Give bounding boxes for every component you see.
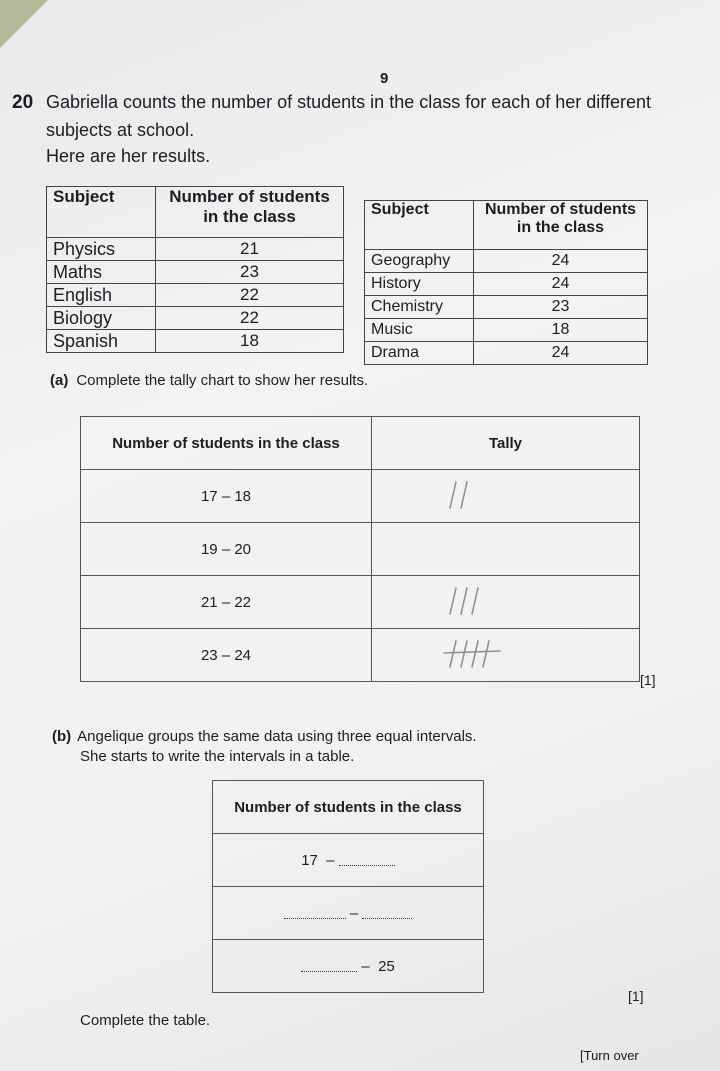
table-row <box>365 273 648 296</box>
table-row <box>47 284 344 307</box>
interval-cell: 23 – 24 <box>81 629 372 682</box>
tally-stroke <box>461 641 467 667</box>
table-row <box>365 342 648 365</box>
answer-blank[interactable] <box>284 908 346 919</box>
subject-cell: Spanish <box>47 330 156 353</box>
tally-mark <box>442 637 532 671</box>
question-text-line3: Here are her results. <box>46 146 211 166</box>
part-b-label: (b) <box>52 728 72 745</box>
table-row <box>213 834 484 887</box>
tally-mark <box>442 584 532 618</box>
part-b-line2: She starts to write the intervals in a table. <box>80 748 355 765</box>
tally-stroke <box>461 588 467 614</box>
table-row <box>365 319 648 342</box>
interval-dash: – <box>349 904 359 922</box>
subject-cell: Physics <box>47 238 156 261</box>
answer-blank[interactable] <box>362 908 412 919</box>
interval-row-3 <box>213 940 484 993</box>
tally-stroke <box>450 641 456 667</box>
interval-cell: 19 – 20 <box>81 523 372 576</box>
header-count: Number of students in the class <box>156 187 344 238</box>
interval-row-1 <box>213 834 484 887</box>
tally-stroke <box>450 482 456 508</box>
subject-table-left <box>46 186 344 353</box>
tally-stroke <box>461 482 467 508</box>
paper-corner-shadow <box>0 0 48 48</box>
table-row <box>47 307 344 330</box>
count-cell: 21 <box>156 238 344 261</box>
marks-part-a: [1] <box>640 672 656 688</box>
interval-dash: – <box>361 957 370 975</box>
instruction-text: Complete the table. <box>80 1012 211 1029</box>
table-row <box>47 261 344 284</box>
interval-cell: 21 – 22 <box>81 576 372 629</box>
tally-cell[interactable] <box>372 523 640 576</box>
interval-cell: 17 – 18 <box>81 470 372 523</box>
page-number: 9 <box>380 70 389 87</box>
subject-cell: Biology <box>47 307 156 330</box>
count-cell: 24 <box>474 250 648 273</box>
header-number-of-students: Number of students in the class <box>81 417 372 470</box>
part-a-prompt <box>50 372 368 389</box>
count-cell: 24 <box>474 342 648 365</box>
tally-cell[interactable] <box>372 576 640 629</box>
table-header-row <box>365 201 648 250</box>
count-cell: 18 <box>156 330 344 353</box>
part-a-text: Complete the tally chart to show her results. <box>76 372 369 389</box>
table-header-row <box>81 417 640 470</box>
table-row <box>81 629 640 682</box>
table-row <box>81 470 640 523</box>
count-cell: 22 <box>156 284 344 307</box>
header-number-of-students: Number of students in the class <box>213 781 484 834</box>
table-row <box>47 238 344 261</box>
marks-part-b: [1] <box>628 988 644 1004</box>
table-row <box>213 940 484 993</box>
subject-table-right <box>364 200 648 365</box>
count-cell: 24 <box>474 273 648 296</box>
table-row <box>365 250 648 273</box>
tally-stroke <box>450 588 456 614</box>
tally-cell[interactable] <box>372 470 640 523</box>
subject-cell: Drama <box>365 342 474 365</box>
tally-stroke <box>483 641 489 667</box>
table-row <box>213 887 484 940</box>
tally-stroke <box>472 588 478 614</box>
count-cell: 22 <box>156 307 344 330</box>
part-a-label: (a) <box>50 372 69 389</box>
header-count: Number of students in the class <box>474 201 648 250</box>
question-number: 20 <box>12 92 34 113</box>
tally-chart <box>80 416 640 682</box>
subject-cell: Music <box>365 319 474 342</box>
answer-blank[interactable] <box>339 855 395 866</box>
header-subject: Subject <box>47 187 156 238</box>
part-b-prompt <box>52 728 477 745</box>
tally-mark <box>442 531 532 565</box>
tally-cross-stroke <box>444 651 500 653</box>
subject-cell: English <box>47 284 156 307</box>
interval-table <box>212 780 484 993</box>
subject-cell: Maths <box>47 261 156 284</box>
table-row <box>365 296 648 319</box>
interval-start: 17 <box>301 851 318 869</box>
turn-over-label: [Turn over <box>580 1048 639 1063</box>
part-b-line1: Angelique groups the same data using three equal intervals. <box>77 728 477 745</box>
interval-row-2 <box>213 887 484 940</box>
tally-cell[interactable] <box>372 629 640 682</box>
table-row <box>47 330 344 353</box>
tally-stroke <box>472 641 478 667</box>
count-cell: 23 <box>474 296 648 319</box>
table-row <box>81 523 640 576</box>
answer-blank[interactable] <box>301 961 357 972</box>
subject-cell: History <box>365 273 474 296</box>
table-header-row <box>47 187 344 238</box>
table-header-row <box>213 781 484 834</box>
header-subject: Subject <box>365 201 474 250</box>
table-row <box>81 576 640 629</box>
tally-mark <box>442 478 532 512</box>
question-text-line2: subjects at school. <box>46 120 195 140</box>
interval-end: 25 <box>378 957 395 975</box>
count-cell: 23 <box>156 261 344 284</box>
question-text-line1: Gabriella counts the number of students in the class for each of her different <box>46 92 652 112</box>
count-cell: 18 <box>474 319 648 342</box>
interval-dash: – <box>326 851 335 869</box>
subject-cell: Geography <box>365 250 474 273</box>
subject-cell: Chemistry <box>365 296 474 319</box>
header-tally: Tally <box>372 417 640 470</box>
